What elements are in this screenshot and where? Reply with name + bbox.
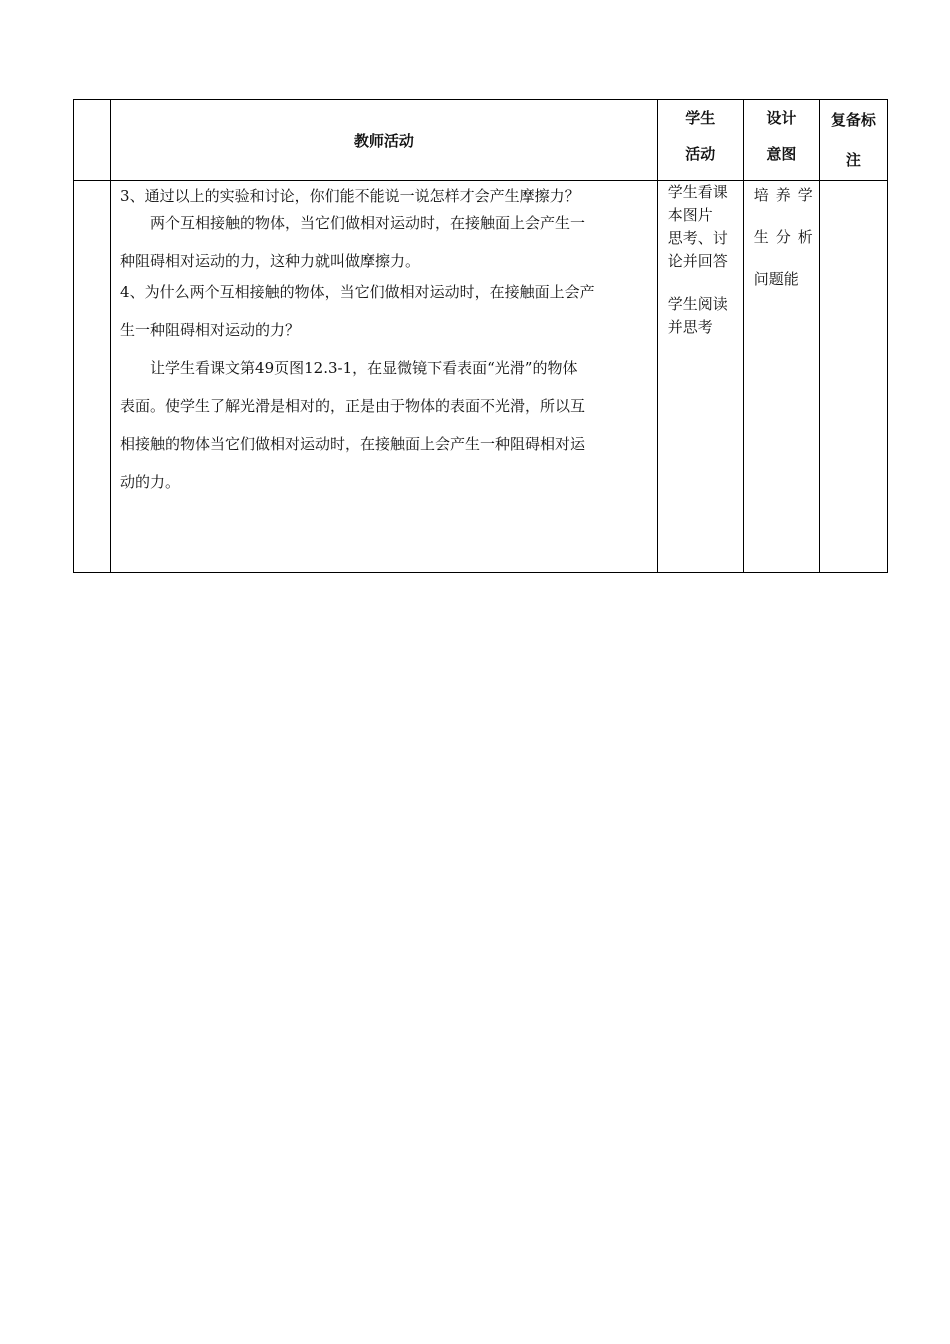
design-header-line-1: 设计 (766, 109, 797, 127)
teacher-line-6: 让学生看课文第49页图12.3-1，在显微镜下看表面“光滑”的物体 (150, 359, 578, 377)
design-line-2: 生分析 (753, 228, 820, 246)
teacher-activity-header (111, 100, 658, 181)
teacher-activity-header-text: 教师活动 (353, 131, 414, 150)
teacher-line-3: 种阻碍相对运动的力，这种力就叫做摩擦力。 (120, 252, 421, 270)
student-line-3: 思考、讨 (667, 229, 728, 247)
teacher-activity-content (111, 181, 658, 573)
teacher-line-8: 相接触的物体当它们做相对运动时，在接触面上会产生一种阻碍相对运 (120, 435, 586, 453)
teacher-line-5: 生一种阻碍相对运动的力？ (120, 321, 301, 339)
teacher-line-9: 动的力。 (120, 473, 181, 491)
design-line-1: 培养学 (753, 186, 820, 204)
teacher-line-7: 表面。使学生了解光滑是相对的，正是由于物体的表面不光滑，所以互 (120, 397, 586, 415)
teacher-line-4: 4、为什么两个互相接触的物体，当它们做相对运动时，在接触面上会产 (120, 283, 595, 301)
design-intent-content (743, 181, 819, 573)
remark-header-line-2: 注 (845, 151, 861, 169)
blank-body-cell (74, 181, 111, 573)
student-activity-content (657, 181, 743, 573)
student-line-1: 学生看课 (667, 183, 728, 201)
student-line-2: 本图片 (667, 206, 713, 224)
teacher-line-1: 3、通过以上的实验和讨论，你们能不能说一说怎样才会产生摩擦力？ (120, 187, 580, 205)
design-intent-header (743, 100, 819, 181)
student-header-line-2: 活动 (685, 145, 716, 163)
table-header-row (74, 100, 888, 181)
design-header-line-2: 意图 (766, 145, 797, 163)
remark-header-line-1: 复备标 (830, 111, 876, 129)
student-line-4: 论并回答 (667, 252, 728, 270)
student-line-6: 并思考 (667, 318, 713, 336)
student-activity-header (657, 100, 743, 181)
lesson-plan-table (73, 99, 888, 573)
blank-header-cell (74, 100, 111, 181)
student-line-5: 学生阅读 (667, 295, 728, 313)
teacher-line-2: 两个互相接触的物体，当它们做相对运动时，在接触面上会产生一 (150, 214, 586, 232)
review-notes-header (819, 100, 887, 181)
table-body-row (74, 181, 888, 573)
design-line-3: 问题能 (753, 270, 799, 288)
review-notes-content (819, 181, 887, 573)
student-header-line-1: 学生 (685, 109, 716, 127)
